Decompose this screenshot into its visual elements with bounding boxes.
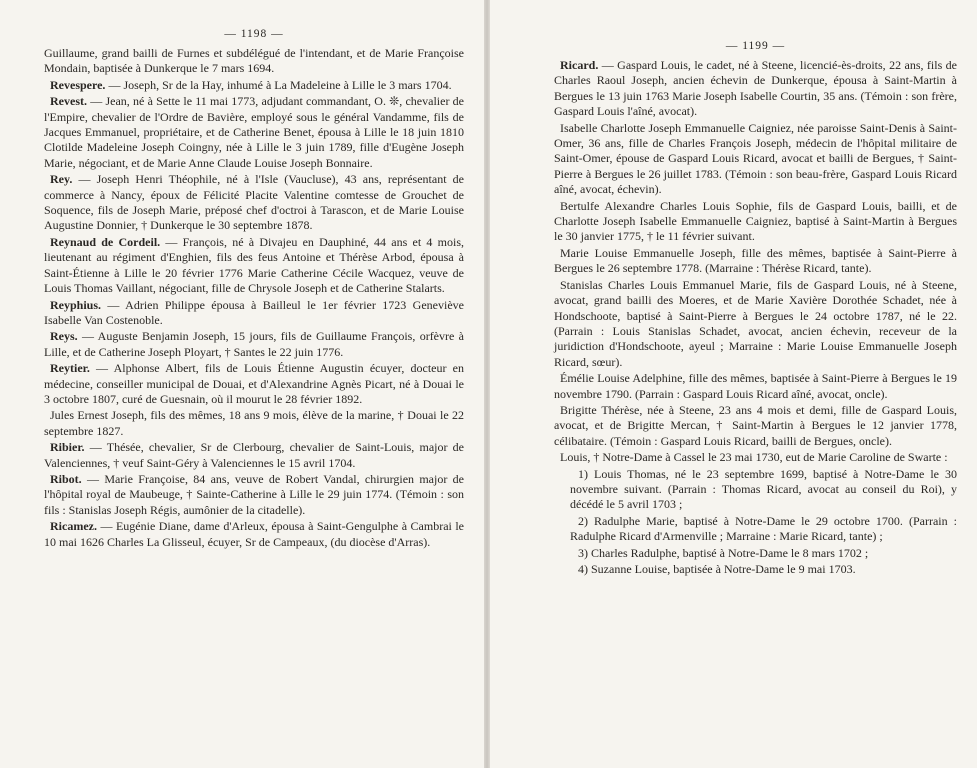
entry-text: — Auguste Benjamin Joseph, 15 jours, fils de Guillaume François, orfèvre à Lille, et de Catherine Joseph Ployart, † Santes le 22 juin 1776. [44, 329, 464, 359]
entry-surname: Ribot. [50, 471, 82, 486]
genealogy-entry [44, 519, 464, 550]
genealogy-entry [44, 235, 464, 297]
entry-text: Bertulfe Alexandre Charles Louis Sophie, fils de Gaspard Louis, bailli, et de Charlotte Joseph Isabelle Emmanuelle Caigniez, baptisé à Saint-Martin à Bergues le 30 janvier 1775, † le 11 février suivant. [554, 198, 957, 244]
child-list-item: 4) Suzanne Louise, baptisée à Notre-Dame le 9 mai 1703. [578, 562, 856, 576]
child-list-item: 2) Radulphe Marie, baptisé à Notre-Dame le 29 octobre 1700. (Parrain : Radulphe Ricard d'Armenville ; Marraine : Marie Ricard, tante) ; [570, 513, 957, 544]
entry-text: Isabelle Charlotte Joseph Emmanuelle Caigniez, née paroisse Saint-Denis à Saint-Omer, 36 ans, fille de Charles François Joseph, médecin de l'hôpital militaire de Saint-Omer, épouse de Gaspard Louis Ricard, avocat et bailli de Bergues, † Saint-Pierre à Bergues le 26 juillet 1783. (Témoin : son beau-frère, Gaspard Louis Ricard aîné, avocat, échevin). [554, 120, 957, 197]
right-entries [554, 58, 957, 466]
entry-text: Émélie Louise Adelphine, fille des mêmes, baptisée à Saint-Pierre à Bergues le 19 novembre 1790. (Parrain : Gaspard Louis Ricard aîné, avocat, oncle). [554, 371, 957, 401]
genealogy-entry [554, 58, 957, 120]
entry-text: — Thésée, chevalier, Sr de Clerbourg, chevalier de Saint-Louis, major de Valenciennes, † veuf Saint-Géry à Valenciennes le 15 avril 1704. [44, 440, 464, 470]
genealogy-entry [554, 403, 957, 449]
left-entries [44, 46, 464, 550]
entry-text: — Eugénie Diane, dame d'Arleux, épousa à Saint-Gengulphe à Cambrai le 10 mai 1626 Charles La Glisseul, écuyer, Sr de Campeaux, (du diocèse d'Arras). [44, 519, 464, 549]
page-number-left: — 1198 — [224, 28, 284, 40]
right-enumerated-children [554, 467, 957, 578]
right-page [490, 0, 977, 768]
genealogy-entry [44, 94, 464, 171]
entry-surname: Ricard. [560, 58, 599, 72]
child-list-item: 1) Louis Thomas, né le 23 septembre 1699, baptisé à Notre-Dame le 30 novembre suivant. (Parrain : Thomas Ricard, avocat au conseil du Roi), y décédé le 5 avril 1703 ; [570, 466, 957, 512]
genealogy-entry [44, 361, 464, 407]
entry-text: — François, né à Divajeu en Dauphiné, 44 ans et 4 mois, lieutenant au régiment d'Enghien, fils des feus Antoine et Thérèse Arbod, épousa à Saint-Étienne à Lille le 20 février 1776 Marie Catherine Cécile Wacquez, veuve de Louis Thomas Vaillant, négociant, fille de Chrysole Joseph et de Catherine Stalarts. [44, 234, 464, 296]
genealogy-entry [554, 246, 957, 277]
entry-text: Stanislas Charles Louis Emmanuel Marie, fils de Gaspard Louis, né à Steene, avocat, grand bailli des Moeres, et de Marie Xavière Dorothée Schadet, née à Hondschoote, baptisé à Saint-Pierre à Bergues le 24 octobre 1787, né le 22. (Parrain : Louis Stanislas Schadet, avocat, ancien échevin, receveur de la juridiction d'Hondschoote, ayeul ; Marraine : Marie Louise Emmanuelle Joseph Ricard, sœur). [554, 277, 957, 369]
left-page [0, 0, 484, 768]
entry-text: — Joseph Henri Théophile, né à l'Isle (Vaucluse), 43 ans, représentant de commerce à Nancy, époux de Félicité Placite Valentine comtesse de Grouchet de Soquence, fils de Joseph Marie, préposé chef d'octroi à Tarascon, et de Marie Louise Augustine Donnier, † Dunkerque le 30 septembre 1878. [44, 172, 464, 233]
page-number-right: — 1199 — [725, 40, 786, 52]
entry-surname: Reyphius. [50, 297, 102, 312]
genealogy-entry [44, 172, 464, 234]
entry-text: — Joseph, Sr de la Hay, inhumé à La Madeleine à Lille le 3 mars 1704. [105, 77, 452, 92]
genealogy-entry [554, 371, 957, 402]
genealogy-entry [554, 121, 957, 198]
entry-text: Jules Ernest Joseph, fils des mêmes, 18 ans 9 mois, élève de la marine, † Douai le 22 septembre 1827. [44, 408, 464, 438]
entry-text: — Marie Françoise, 84 ans, veuve de Robert Vandal, chirurgien major de l'hôpital royal de Maubeuge, † Sainte-Catherine à Lille le 29 juin 1774. (Témoin : son fils : Stanislas Joseph Régis, aumônier de la citadelle). [44, 471, 464, 517]
entry-surname: Reytier. [50, 361, 90, 376]
genealogy-entry [554, 199, 957, 245]
genealogy-entry [44, 78, 464, 93]
genealogy-entry [44, 46, 464, 77]
genealogy-entry [44, 298, 464, 329]
child-list-item: 3) Charles Radulphe, baptisé à Notre-Dame le 8 mars 1702 ; [578, 545, 869, 560]
entry-surname: Ricamez. [50, 519, 97, 534]
genealogy-entry [44, 440, 464, 471]
entry-surname: Reys. [50, 329, 78, 344]
entry-surname: Revest. [50, 94, 87, 109]
entry-surname: Ribier. [50, 440, 85, 455]
entry-text: Guillaume, grand bailli de Furnes et subdélégué de l'intendant, et de Marie Françoise Mondain, baptisée à Dunkerque le 7 mars 1694. [44, 46, 464, 76]
entry-text: Louis, † Notre-Dame à Cassel le 23 mai 1730, eut de Marie Caroline de Swarte : [560, 450, 948, 465]
entry-surname: Reynaud de Cordeil. [50, 234, 161, 249]
entry-text: Brigitte Thérèse, née à Steene, 23 ans 4 mois et demi, fille de Gaspard Louis, avocat, et de Brigitte Mercan, † Saint-Martin à Bergues le 12 janvier 1778, célibataire. (Témoin : Gaspard Louis Ricard, bailli de Bergues, oncle). [554, 402, 957, 448]
genealogy-entry [554, 450, 957, 465]
genealogy-entry [44, 329, 464, 360]
genealogy-entry [44, 472, 464, 518]
genealogy-entry [554, 278, 957, 370]
entry-text: — Gaspard Louis, le cadet, né à Steene, licencié-ès-droits, 22 ans, fils de Charles Raoul Joseph, ancien échevin de Dunkerque, épousa à Saint-Martin à Bergues le 13 juin 1763 Marie Joseph Isabelle Courtin, 35 ans. (Témoin : son frère, Gaspard Louis l'aîné, avocat). [554, 58, 957, 119]
entry-text: — Alphonse Albert, fils de Louis Étienne Augustin écuyer, docteur en médecine, conseiller municipal de Douai, et d'Alexandrine Agnès Picart, né à Douai le 3 octobre 1807, curé de Guesnain, où il mourut le 28 février 1892. [44, 361, 464, 406]
entry-text: — Adrien Philippe épousa à Bailleul le 1er février 1723 Geneviève Isabelle Van Costenoble. [44, 297, 464, 327]
entry-text: Marie Louise Emmanuelle Joseph, fille des mêmes, baptisée à Saint-Pierre à Bergues le 26 septembre 1778. (Marraine : Thérèse Ricard, tante). [554, 245, 957, 276]
entry-surname: Rey. [50, 172, 73, 187]
entry-text: — Jean, né à Sette le 11 mai 1773, adjudant commandant, O. ❊, chevalier de l'Empire, chevalier de l'Ordre de Bavière, employé sous le général Vandamme, fils de Jacques Emmanuel, propriétaire, et de Catherine Benet, épousa à Lille le 18 juin 1810 Clotilde Madeleine Joseph Coingny, née à Lille le 3 juin 1789, fille d'Eugène Joseph Marie, négociant, et de Marie Anne Claude Louise Joseph Bonnaire. [44, 94, 464, 170]
genealogy-entry [44, 408, 464, 439]
entry-surname: Revespere. [50, 77, 106, 92]
